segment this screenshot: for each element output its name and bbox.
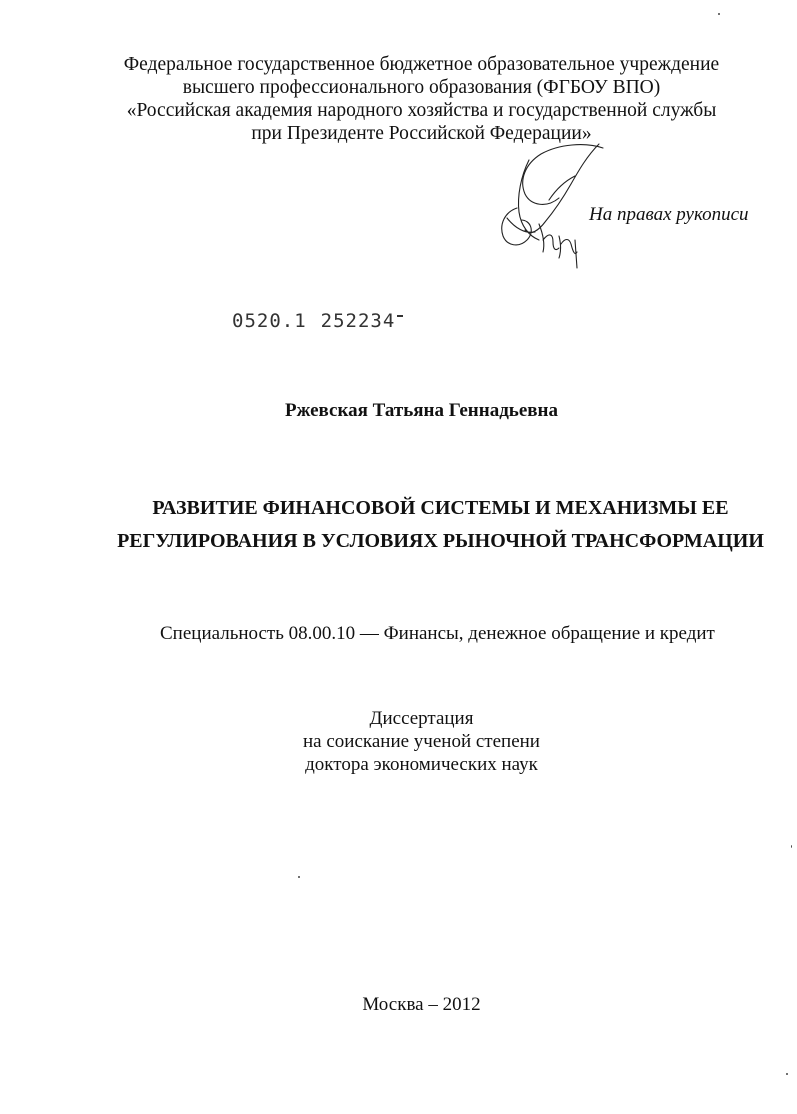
registration-dash <box>397 315 403 317</box>
degree-block <box>0 707 797 776</box>
institution-line: высшего профессионального образования (ФГБОУ ВПО) <box>182 77 661 98</box>
title-line: РЕГУЛИРОВАНИЯ В УСЛОВИЯХ РЫНОЧНОЙ ТРАНСФОРМАЦИИ <box>117 530 764 552</box>
degree-line: доктора экономических наук <box>305 754 538 775</box>
specialty: Специальность 08.00.10 — Финансы, денежное обращение и кредит <box>160 623 715 644</box>
registration-number-part: 0520.1 <box>232 310 307 332</box>
registration-number <box>232 310 403 332</box>
institution-header <box>0 53 797 145</box>
scan-speck <box>786 1073 788 1075</box>
registration-number-part: 252234 <box>320 310 396 332</box>
degree-line: Диссертация <box>369 708 474 729</box>
institution-line: «Российская академия народного хозяйства и государственной службы <box>126 100 717 121</box>
degree-line: на соискание ученой степени <box>303 731 540 752</box>
author-name: Ржевская Татьяна Геннадьевна <box>284 400 558 421</box>
scan-speck <box>718 13 720 15</box>
dissertation-title <box>0 492 797 558</box>
scan-speck <box>298 876 300 878</box>
title-line: РАЗВИТИЕ ФИНАНСОВОЙ СИСТЕМЫ И МЕХАНИЗМЫ ЕЕ <box>152 497 729 519</box>
scan-speck <box>791 845 792 848</box>
institution-line: Федеральное государственное бюджетное образовательное учреждение <box>123 54 720 75</box>
city-year: Москва – 2012 <box>362 994 481 1015</box>
rights-note: На правах рукописи <box>589 204 749 225</box>
institution-line: при Президенте Российской Федерации» <box>251 123 592 144</box>
